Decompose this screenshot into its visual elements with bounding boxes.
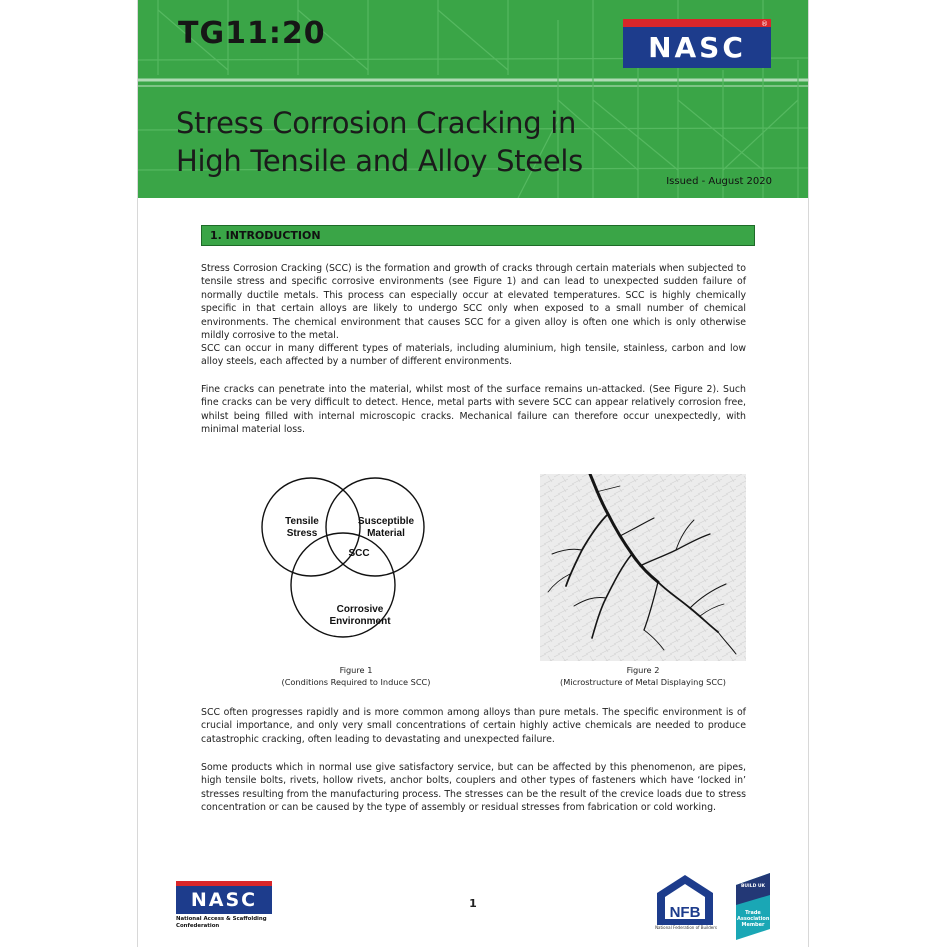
venn-circle-tensile <box>262 478 360 576</box>
footer-logo-subtitle-1: National Access & Scaffolding <box>176 916 267 922</box>
build-uk-line-2: Association <box>737 916 770 922</box>
figure-2-caption <box>540 664 746 688</box>
venn-label-environment-1: Corrosive <box>336 604 384 615</box>
paragraph-2: SCC can occur in many different types of materials, including aluminium, high tensile, stainless, carbon and low alloy steels, each affected by a number of different environments. <box>201 343 746 368</box>
figure-2-description: (Microstructure of Metal Displaying SCC) <box>560 677 726 687</box>
footer-logo-box <box>176 881 272 914</box>
nasc-logo <box>623 19 771 68</box>
footer-logo-text: NASC <box>190 889 258 911</box>
venn-label-tensile-2: Stress <box>286 528 318 539</box>
venn-label-environment-2: Environment <box>329 616 391 627</box>
venn-diagram <box>258 470 428 642</box>
section-heading: 1. INTRODUCTION <box>201 225 755 246</box>
document-code: TG11:20 <box>178 16 326 51</box>
nfb-logo <box>653 873 717 930</box>
registered-mark: ® <box>761 20 768 28</box>
micrograph-image <box>540 474 746 661</box>
document-title <box>176 104 583 180</box>
footer-nasc-logo <box>176 881 272 933</box>
figure-2-title: Figure 2 <box>626 665 660 675</box>
build-uk-line-3: Member <box>741 922 765 928</box>
venn-label-material-2: Material <box>367 528 405 539</box>
paragraph-4: SCC often progresses rapidly and is more common among alloys than pure metals. The specific environment is of crucial importance, and only very small concentrations of certain highly active chemicals are needed to produce catastrophic cracking, often leading to devastating and unexpected failure. <box>201 707 746 745</box>
figure-1-caption <box>258 664 454 688</box>
issued-date: Issued - August 2020 <box>666 176 772 187</box>
footer-logo-subtitle <box>176 916 272 930</box>
paragraph-5: Some products which in normal use give satisfactory service, but can be affected by this phenomenon, are pipes, high tensile bolts, rivets, hollow rivets, anchor bolts, couplers and other types of fasteners which have ‘locked in’ stresses resulting from the manufacturing process. The stresses can be the result of the crevice loads due to stress concentration or can be caused by the type of assembly or residual stresses from fabrication or cold working. <box>201 762 746 814</box>
title-line-2: High Tensile and Alloy Steels <box>176 144 583 178</box>
nfb-caption: National Federation of Builders <box>655 925 717 930</box>
venn-label-material-1: Susceptible <box>357 516 415 527</box>
paragraph-3: Fine cracks can penetrate into the material, whilst most of the surface remains un-attacked. (See Figure 2). Such fine cracks can be very difficult to detect. Hence, metal parts with severe SCC can appear relatively corrosion free, whilst being filled with internal microscopic cracks. Mechanical failure can therefore occur unexpectedly, with minimal material loss. <box>201 384 746 436</box>
venn-center-label: SCC <box>348 548 370 559</box>
figure-1-title: Figure 1 <box>339 665 373 675</box>
build-uk-line-1: Trade <box>745 910 761 916</box>
page-number: 1 <box>469 897 477 910</box>
figure-1-description: (Conditions Required to Induce SCC) <box>281 677 431 687</box>
paragraph-1: Stress Corrosion Cracking (SCC) is the formation and growth of cracks through certain materials when subjected to tensile stress and specific corrosive environments (see Figure 1) and can lead to unexpected sudden failure of normally ductile metals. This process can especially occur at elevated temperatures. SCC is highly chemically specific in that certain alloys are likely to undergo SCC only when exposed to a small number of chemical environments. The chemical environment that causes SCC for a given alloy is often one which is only otherwise mildly corrosive to the metal. <box>201 263 746 342</box>
logo-text: NASC <box>648 31 746 64</box>
footer-logo-subtitle-2: Confederation <box>176 923 220 929</box>
title-line-1: Stress Corrosion Cracking in <box>176 106 577 140</box>
build-uk-title: BUILD UK <box>740 884 766 889</box>
logo-red-stripe <box>623 19 771 27</box>
footer-logo-stripe <box>176 881 272 886</box>
document-page <box>137 0 809 947</box>
nfb-logo-text: NFB <box>669 904 701 921</box>
build-uk-member-text <box>737 910 769 928</box>
venn-circle-material <box>326 478 424 576</box>
venn-label-tensile-1: Tensile <box>285 516 319 527</box>
header-banner <box>138 0 809 198</box>
